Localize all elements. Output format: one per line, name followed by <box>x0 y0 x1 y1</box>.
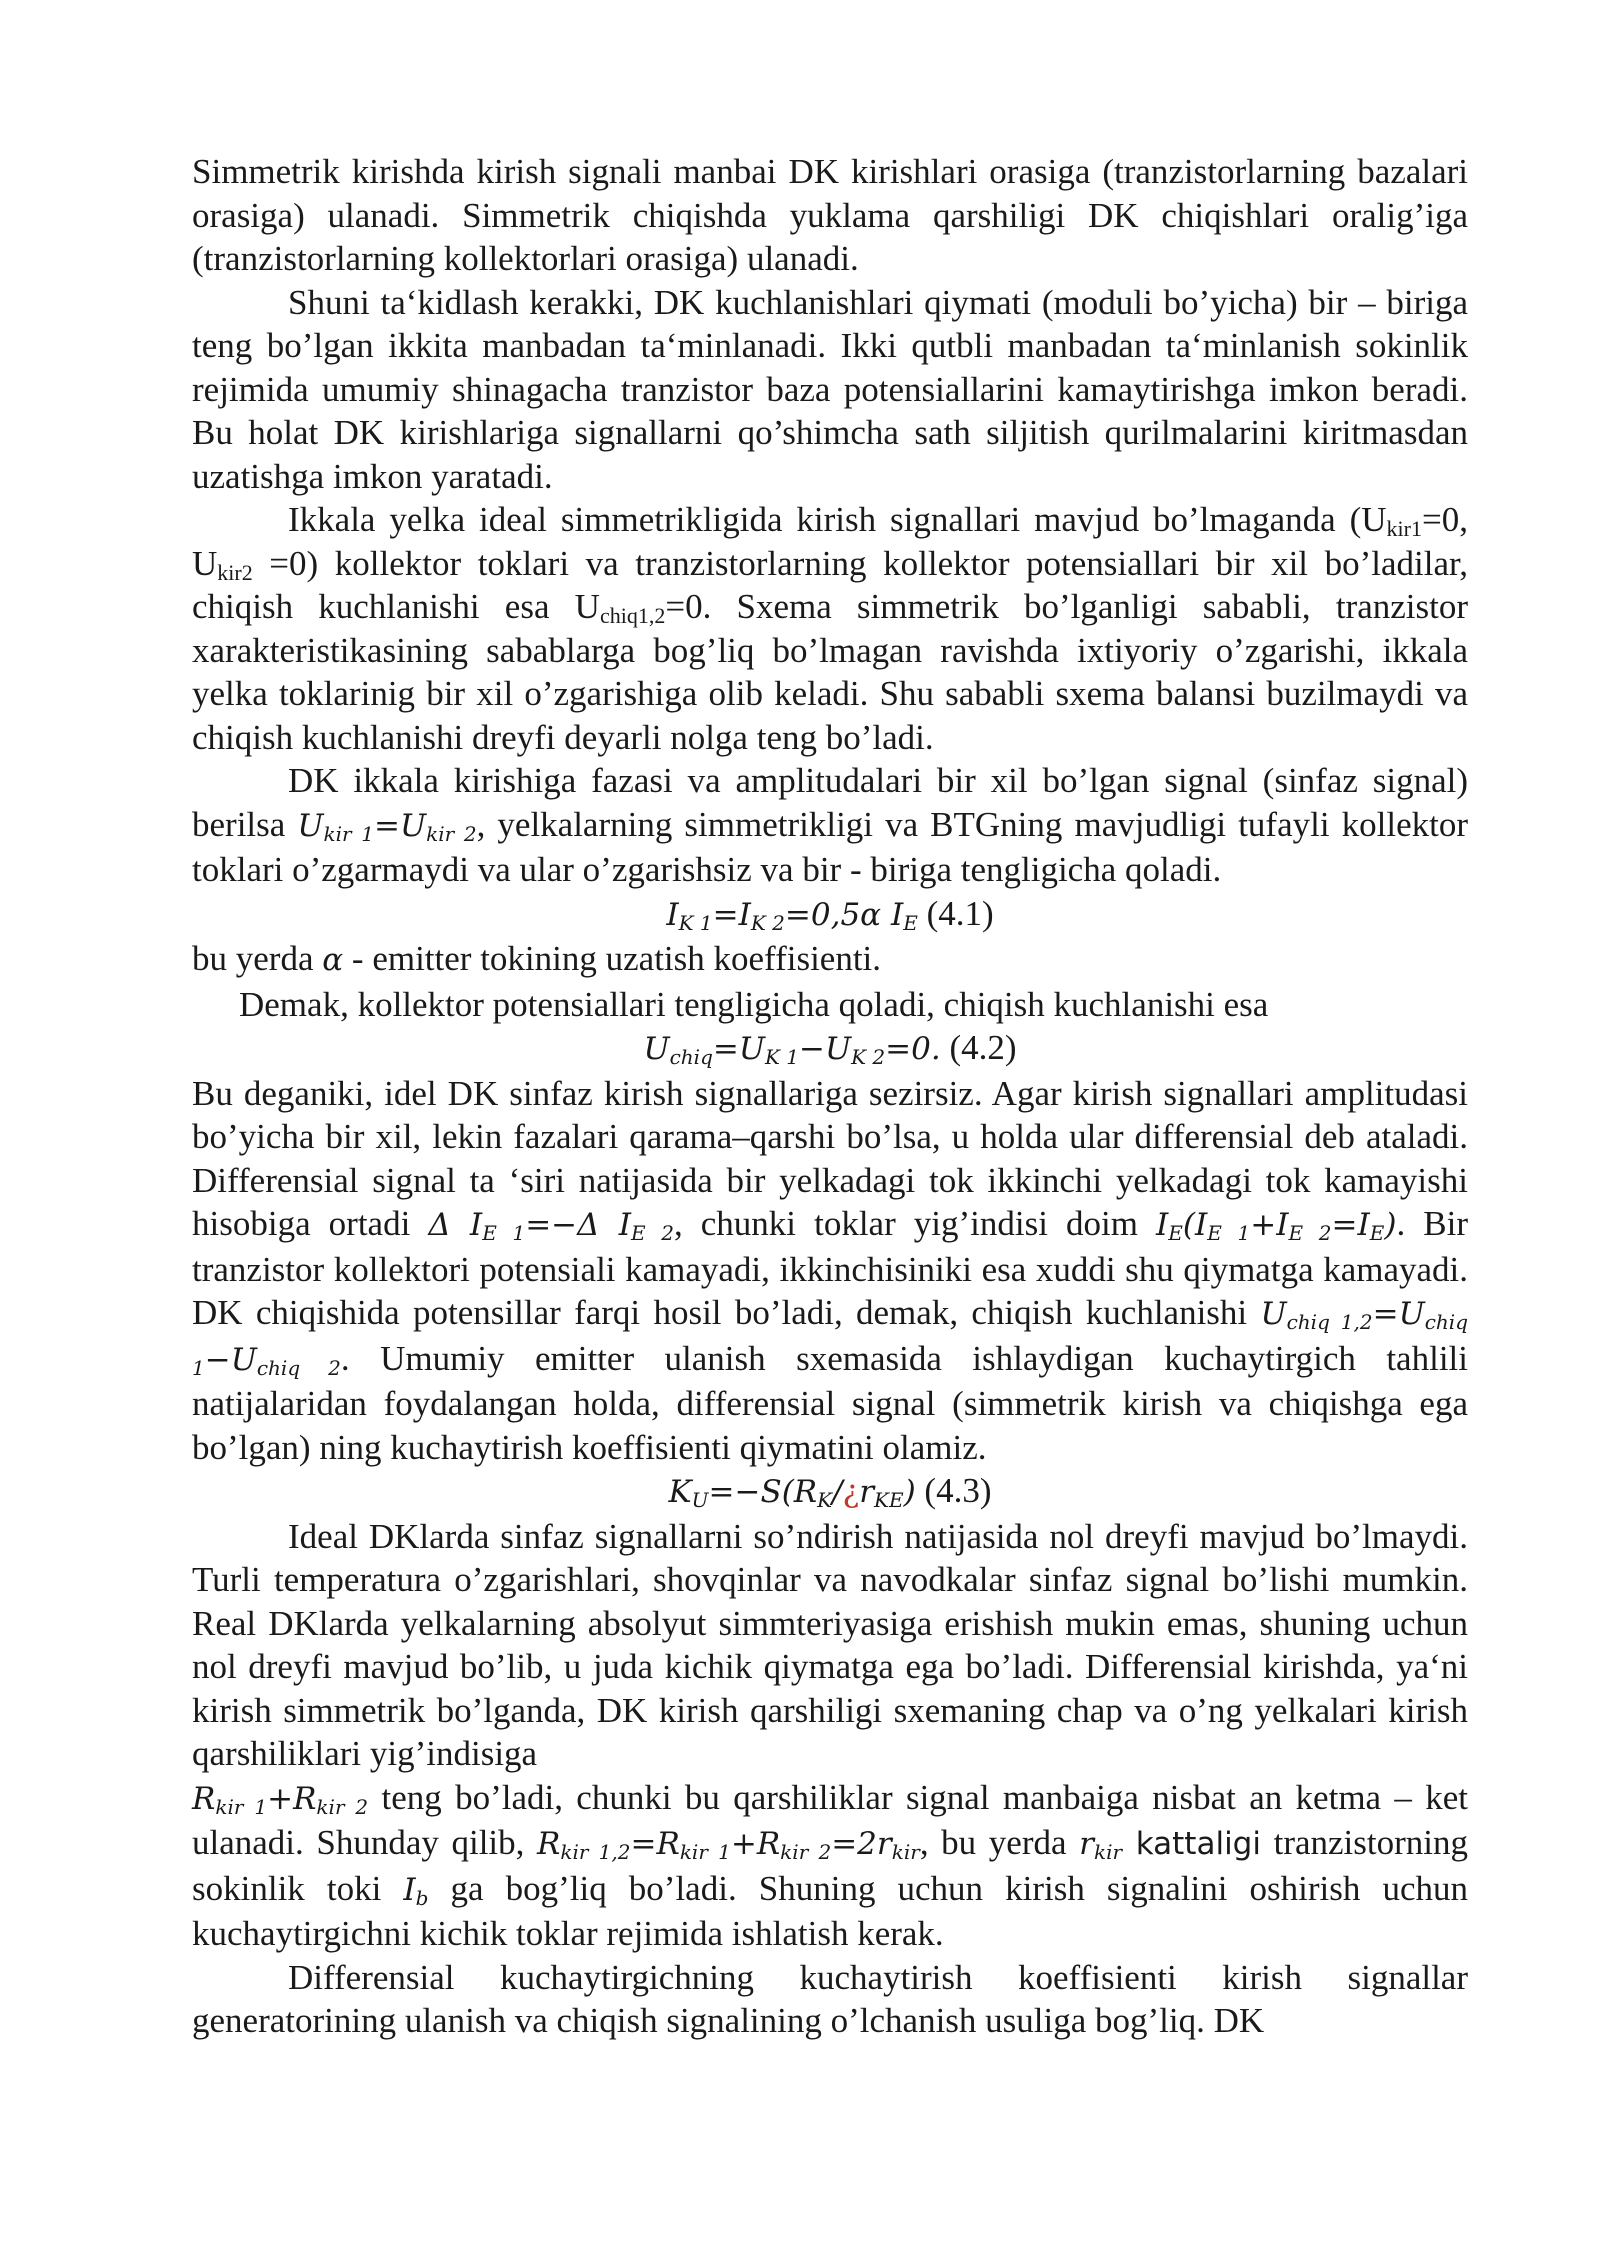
equation-4-1: $I_{K 1}=I_{K 2}=0,5\alpha$ $I_E$ (4.1) <box>666 893 994 935</box>
paragraph-3: Ikkala yelka ideal simmetrikligida kirish signallari mavjud bo’lmaganda ($U_{kir1}=0$, $U_{kir2} =0$) kollektor toklari va tranzistorlarning kollektor potensiallari bir xil bo’ladilar, chiqish kuchlanishi esa $U_{chiq1,2}=0$. Sxema simmetrik bo’lganligi sababli, tranzistor xarakteristikasining sabablarga bog’liq bo’lmagan ravishda ixtiyoriy o’zgarishi, ikkala yelka toklarinig bir xil o’zgarishiga olib keladi. Shu sababli sxema balansi buzilmaydi va chiqish kuchlanishi dreyfi deyarli nolga teng bo’ladi. <box>192 500 1468 757</box>
paragraph-10: Differensial kuchaytirgichning kuchaytirish koeffisienti kirish signallar generatorining ulanish va chiqish signalining o’lchanish usuliga bog’liq. DK <box>192 1957 1468 2040</box>
paragraph-5: bu yerda α - emitter tokining uzatish koeffisienti. <box>192 939 882 978</box>
math-ukir-equal: $U_{kir 1}=U_{kir 2}$ <box>297 807 477 846</box>
paragraph-8: Ideal DKlarda sinfaz signallarni so’ndirish natijasida nol dreyfi mavjud bo’lmaydi. Turli temperatura o’zgarishlari, shovqinlar va navodkalar sinfaz signal bo’lishi mumkin. Real DKlarda yelkalarning absolyut simmteriyasiga erishish mukin emas, shuning uchun nol dreyfi mavjud bo’lib, u juda kichik qiymatga ega bo’ladi. Differensial kirishda, ya‘ni kirish simmetrik bo’lganda, DK kirish qarshiligi sxemaning chap va o’ng yelkalari kirish qarshiliklari yig’indisiga <box>192 1516 1468 1773</box>
paragraph-4: DK ikkala kirishiga fazasi va amplitudalari bir xil bo’lgan signal (sinfaz signal) berilsa $U_{kir 1}=U_{kir 2}$, yelkalarning simmetrikligi va BTGning mavjudligi tufayli kollektor toklari o’zgarmaydi va ular o’zgarishsiz va bir - biriga tengligicha qoladi. <box>192 761 1468 889</box>
paragraph-7: Bu deganiki, idel DK sinfaz kirish signallariga sezirsiz. Agar kirish signallari amplitudasi bo’yicha bir xil, lekin fazalari qarama–qarshi bo’lsa, u holda ular differensial deb ataladi. Differensial signal ta ‘siri natijasida bir yelkadagi tok ikkinchi yelkadagi tok kamayishi hisobiga ortadi Δ $I_{E 1}=-\Delta$ $I_{E 2}$, chunki toklar yig’indisi doim $I_E(I_{E 1}+I_{E 2}=I_E)$. Bir tranzistor kollektori potensiali kamayadi, ikkinchisiniki esa xuddi shu qiymatga kamayadi. DK chiqishida potensillar farqi hosil bo’ladi, demak, chiqish kuchlanishi $U_{chiq 1,2}=U_{chiq 1}-U_{chiq 2}$. Umumiy emitter ulanish sxemasida ishlaydigan kuchaytirgich tahlili natijalaridan foydalangan holda, differensial signal (simmetrik kirish va chiqishga ega bo’lgan) ning kuchaytirish koeffisienti qiymatini olamiz. <box>192 1073 1468 1467</box>
equation-4-3: $K_U=-S(R_K/¿r_{KE})$ (4.3) <box>668 1471 992 1512</box>
document-page <box>192 150 1468 2043</box>
paragraph-2: Shuni ta‘kidlash kerakki, DK kuchlanishlari qiymati (moduli bo’yicha) bir – biriga teng bo’lgan ikkita manbadan ta‘minlanadi. Ikki qutbli manbadan ta‘minlanish sokinlik rejimida umumiy shinagacha tranzistor baza potensiallarini kamaytirishga imkon beradi. Bu holat DK kirishlariga signallarni qo’shimcha sath siljitish qurilmalarini kiritmasdan uzatishga imkon yaratadi. <box>192 282 1468 496</box>
equation-4-2: $U_{chiq}=U_{K 1}-U_{K 2}=0$. (4.2) <box>643 1028 1017 1069</box>
paragraph-1: Simmetrik kirishda kirish signali manbai DK kirishlari orasiga (tranzistorlarning bazalari orasiga) ulanadi. Simmetrik chiqishda yuklama qarshiligi DK chiqishlari oralig’iga (tranzistorlarning kollektorlari orasiga) ulanadi. <box>192 152 1468 278</box>
paragraph-6: Demak, kollektor potensiallari tengligicha qoladi, chiqish kuchlanishi esa <box>239 984 1269 1024</box>
paragraph-9: $R_{kir 1}+R_{kir 2}$ teng bo’ladi, chunki bu qarshiliklar signal manbaiga nisbat an ketma – ket ulanadi. Shunday qilib, $R_{kir 1,2}=R_{kir 1}+R_{kir 2}=2r_{kir}$, bu yerda $r_{kir}$ kattaligi tranzistorning sokinlik toki $I_b$ ga bog’liq bo’ladi. Shuning uchun kirish signalini oshirish uchun kuchaytirgichni kichik toklar rejimida ishlatish kerak. <box>192 1777 1468 1953</box>
